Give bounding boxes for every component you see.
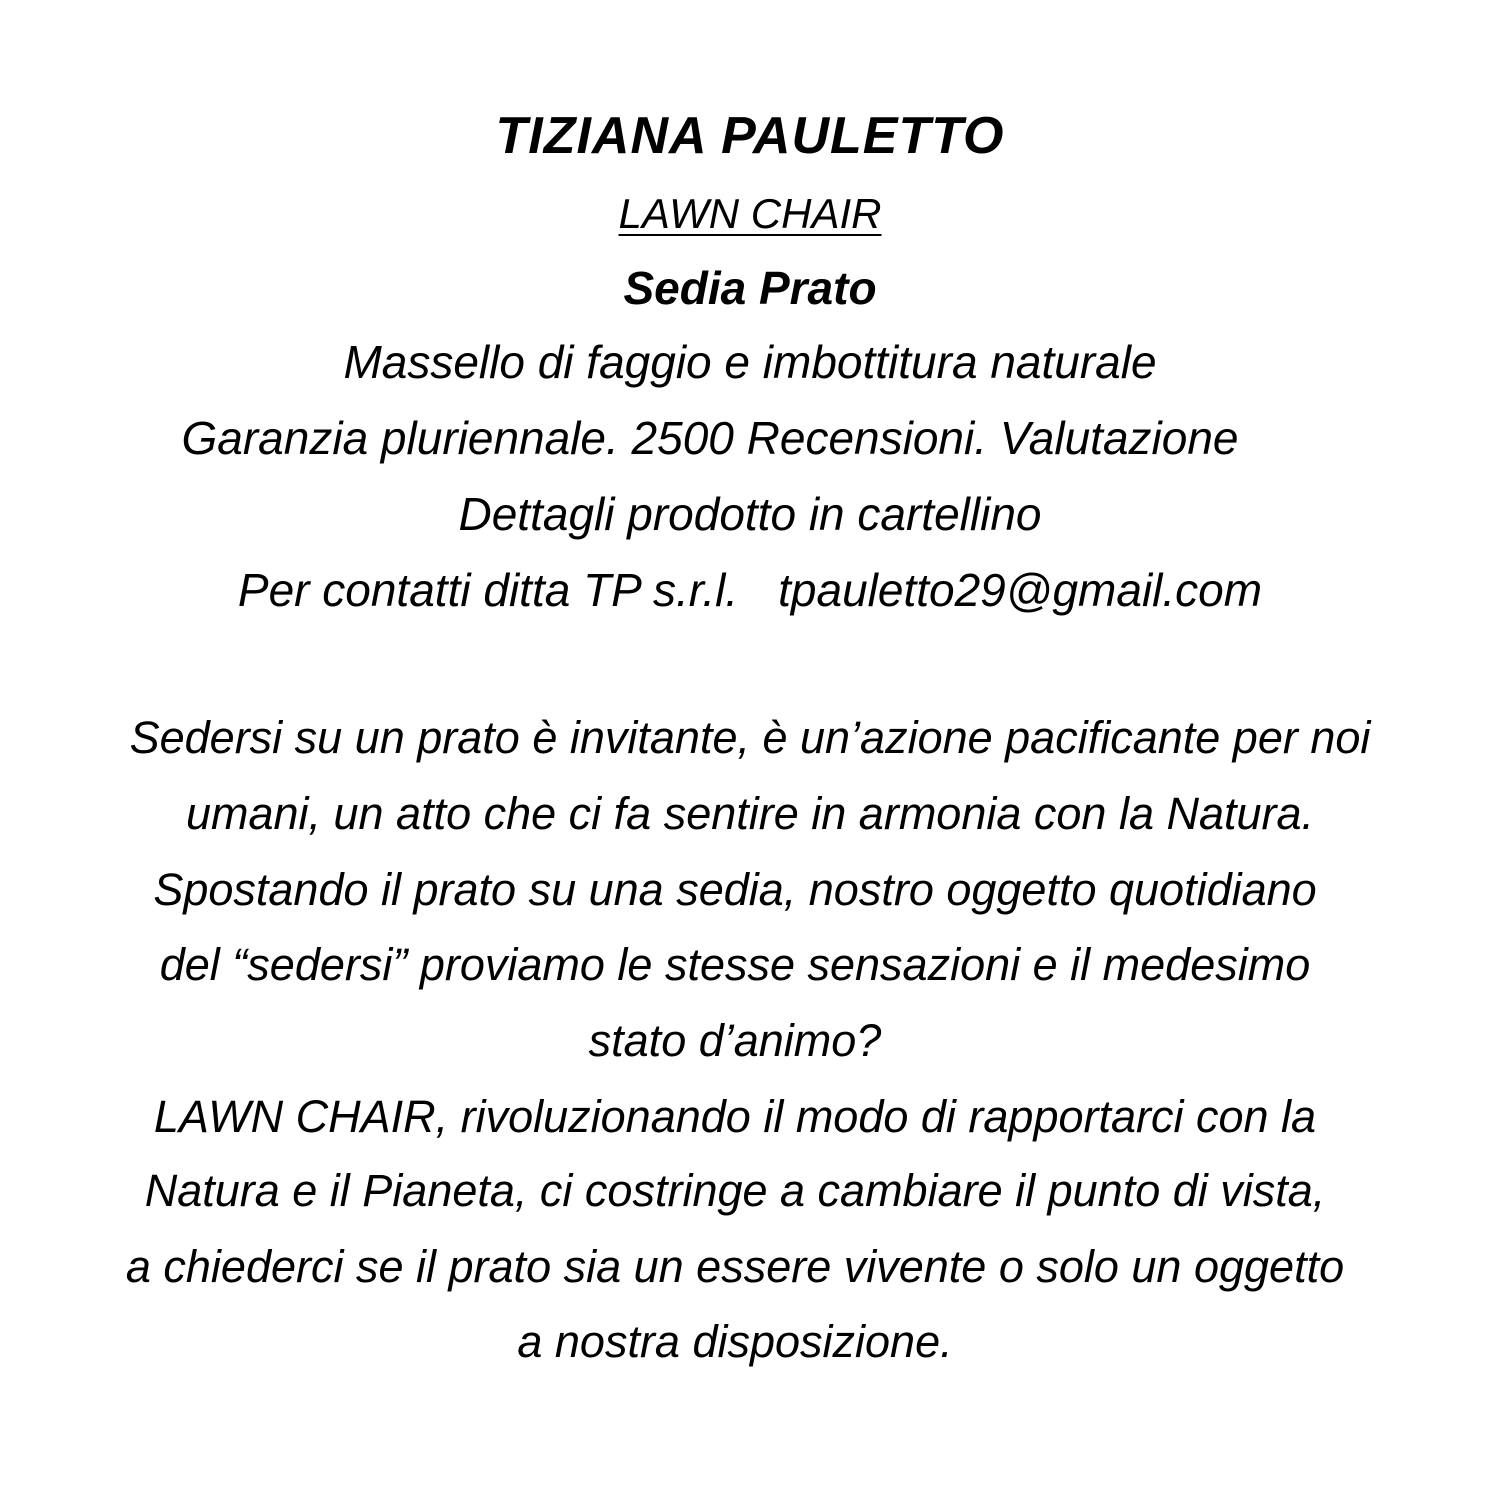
product-info-line: Dettagli prodotto in cartellino: [458, 488, 1042, 540]
description-line: a nostra disposizione.: [517, 1316, 953, 1367]
warranty-line: Garanzia pluriennale. 2500 Recensioni. Valutazione: [181, 412, 1239, 464]
description-line: a chiederci se il prato sia un essere vivente o solo un oggetto: [125, 1241, 1345, 1292]
product-title-english: LAWN CHAIR: [618, 190, 882, 237]
description-line: LAWN CHAIR, rivoluzionando il modo di rapportarci con la: [153, 1091, 1317, 1142]
description-line: umani, un atto che ci fa sentire in armonia con la Natura.: [185, 788, 1315, 839]
contact-email: tpauletto29@gmail.com: [778, 564, 1263, 616]
material-line: Massello di faggio e imbottitura naturale: [343, 336, 1157, 388]
description-line: del “sedersi” proviamo le stesse sensazioni e il medesimo: [159, 939, 1311, 990]
description-line: Natura e il Pianeta, ci costringe a cambiare il punto di vista,: [144, 1165, 1326, 1216]
description-line: Sedersi su un prato è invitante, è un’azione pacificante per noi: [129, 712, 1371, 763]
contact-line: [0, 560, 1500, 620]
description-line: Spostando il prato su una sedia, nostro oggetto quotidiano: [153, 864, 1317, 915]
author-name: TIZIANA PAULETTO: [495, 107, 1005, 165]
product-title-italian: Sedia Prato: [623, 262, 877, 314]
description-line: stato d’animo?: [588, 1015, 882, 1066]
contact-label: Per contatti ditta TP s.r.l.: [237, 564, 739, 616]
